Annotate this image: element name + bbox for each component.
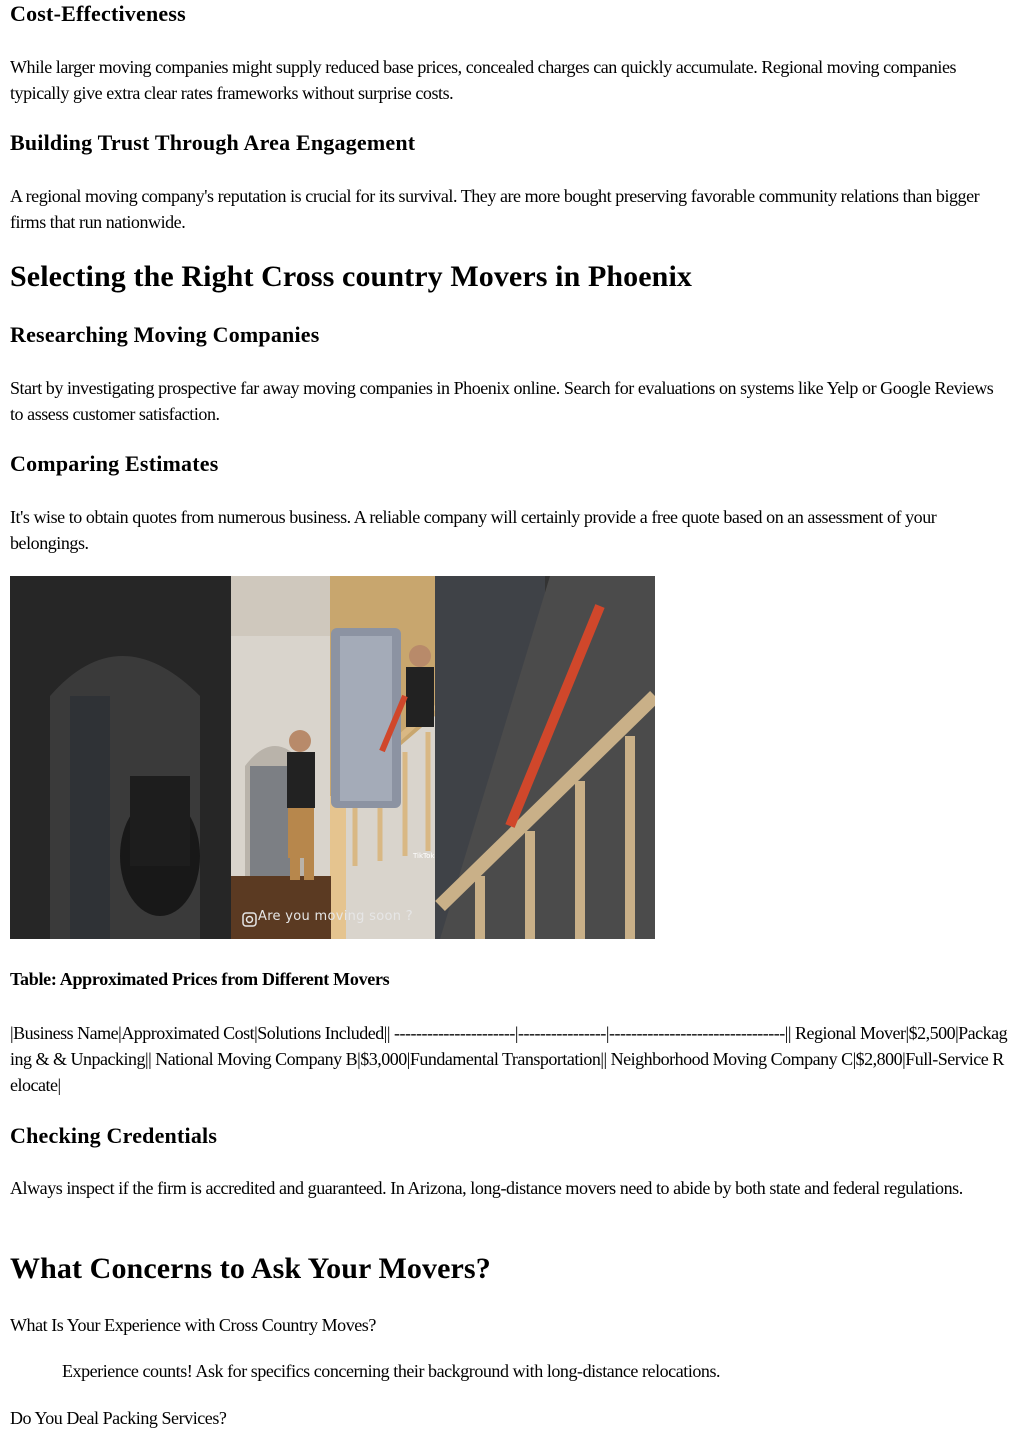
answer-experience: Experience counts! Ask for specifics concerning their background with long-distance relocations. — [62, 1361, 721, 1381]
comparing-estimates-paragraph: It's wise to obtain quotes from numerous business. A reliable company will certainly provide a free quote based on an assessment of your belongings. — [10, 507, 937, 553]
tiktok-watermark: TikTok — [413, 852, 435, 860]
trust-paragraph: A regional moving company's reputation is crucial for its survival. They are more bought preserving favorable community relations than bigger firms that run nationwide. — [10, 186, 980, 232]
checking-credentials-heading: Checking Credentials — [10, 1123, 218, 1148]
cost-effectiveness-heading: Cost-Effectiveness — [10, 1, 186, 26]
movers-video-thumbnail[interactable] — [10, 576, 655, 939]
selecting-movers-heading: Selecting the Right Cross country Movers in Phoenix — [10, 260, 693, 293]
trust-heading: Building Trust Through Area Engagement — [10, 130, 416, 155]
cost-effectiveness-paragraph: While larger moving companies might supply reduced base prices, concealed charges can quickly accumulate. Regional moving companies typically give extra clear rates frameworks without surprise costs. — [10, 57, 957, 103]
comparing-estimates-heading: Comparing Estimates — [10, 451, 219, 476]
questions-heading: What Concerns to Ask Your Movers? — [10, 1252, 491, 1285]
price-table-raw: |Business Name|Approximated Cost|Solutions Included|| ----------------------|----------------|--------------------------------|| Regional Mover|$2,500|Packaging & & Unpacking|| National Moving Company B|$3,000|Fundamental Transportation|| Neighborhood Moving Company C|$2,800|Full-Service Relocate| — [10, 1023, 1008, 1095]
question-experience: What Is Your Experience with Cross Country Moves? — [10, 1315, 376, 1335]
movers-photo-illustration — [10, 576, 655, 939]
checking-credentials-paragraph: Always inspect if the firm is accredited and guaranteed. In Arizona, long-distance movers need to abide by both state and federal regulations. — [10, 1178, 963, 1198]
table-caption: Table: Approximated Prices from Different Movers — [10, 969, 390, 989]
video-overlay-caption: Are you moving soon ? — [258, 909, 413, 924]
researching-paragraph: Start by investigating prospective far away moving companies in Phoenix online. Search for evaluations on systems like Yelp or Google Reviews to assess customer satisfaction. — [10, 378, 994, 424]
question-packing: Do You Deal Packing Services? — [10, 1408, 227, 1428]
researching-heading: Researching Moving Companies — [10, 322, 320, 347]
